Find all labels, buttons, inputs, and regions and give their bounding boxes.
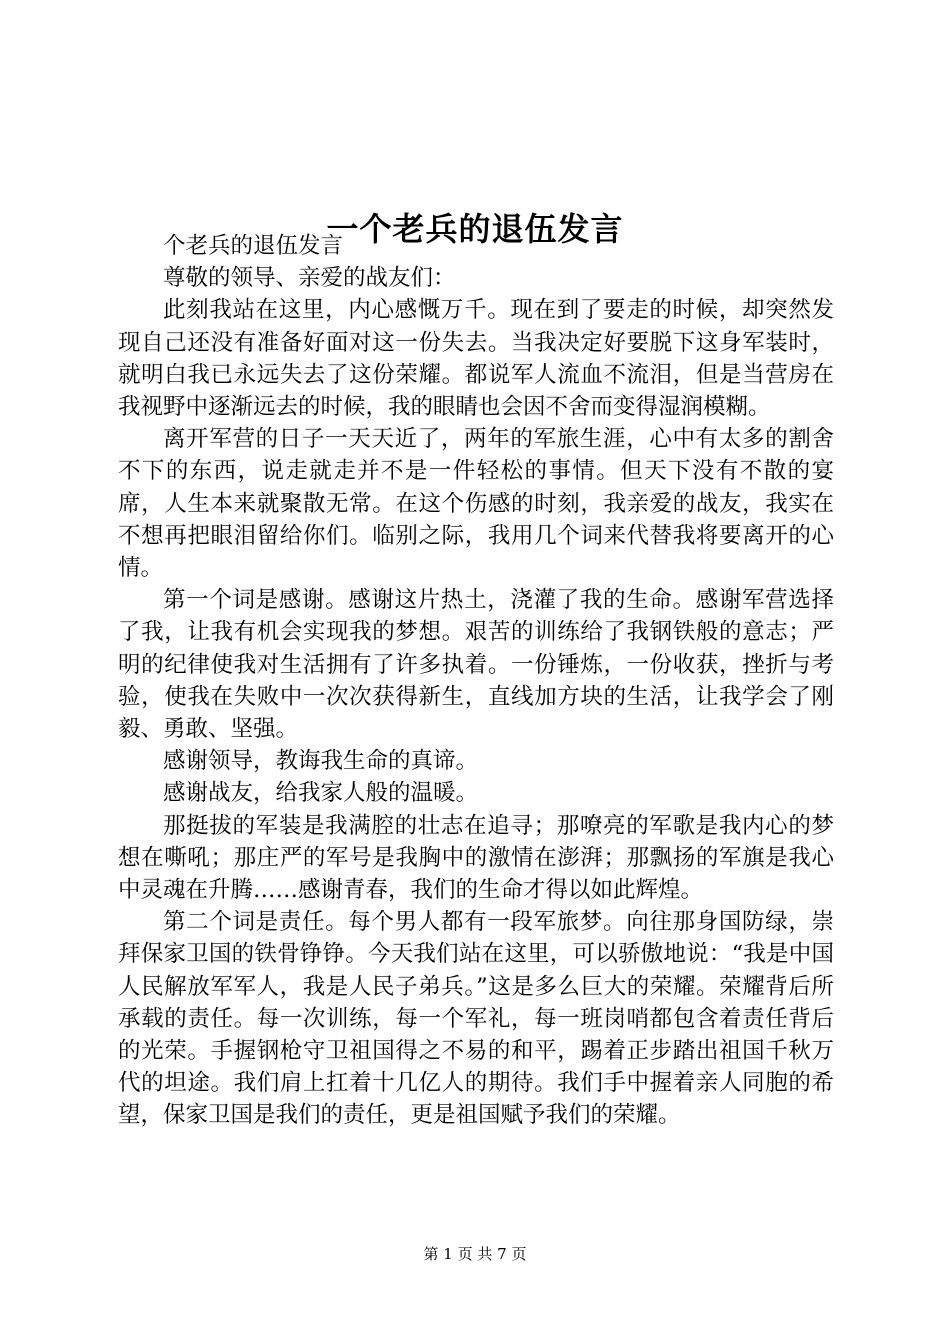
paragraph: 第二个词是责任。每个男人都有一段军旅梦。向往那身国防绿，崇拜保家卫国的铁骨铮铮。今天我们站在这里，可以骄傲地说：“我是中国人民解放军军人，我是人民子弟兵。”这是多么巨大的荣耀。荣耀背后所承载的责任。每一次训练，每一个军礼，每一班岗哨都包含着责任背后的光荣。手握钢枪守卫祖国得之不易的和平，踢着正步踏出祖国千秋万代的坦途。我们肩上扛着十几亿人的期待。我们手中握着亲人同胞的希望，保家卫国是我们的责任，更是祖国赋予我们的荣耀。 bbox=[118, 909, 834, 1129]
paragraph: 第一个词是感谢。感谢这片热土，浇灌了我的生命。感谢军营选择了我，让我有机会实现我的梦想。艰苦的训练给了我钢铁般的意志；严明的纪律使我对生活拥有了许多执着。一份锤炼，一份收获，挫折与考验，使我在失败中一次次获得新生，直线加方块的生活，让我学会了刚毅、勇敢、坚强。 bbox=[118, 587, 834, 743]
document-body bbox=[118, 230, 834, 1132]
document-title: 一个老兵的退伍发言 bbox=[326, 210, 624, 249]
paragraph: 此刻我站在这里，内心感慨万千。现在到了要走的时候，却突然发现自己还没有准备好面对这一份失去。当我决定好要脱下这身军装时，就明白我已永远失去了这份荣耀。都说军人流血不流泪，但是当营房在我视野中逐渐远去的时候，我的眼睛也会因不舍而变得湿润模糊。 bbox=[118, 297, 834, 421]
page-footer: 第 1 页 共 7 页 bbox=[423, 1245, 527, 1263]
paragraph: 感谢领导，教诲我生命的真谛。 bbox=[163, 748, 479, 775]
paragraph: 离开军营的日子一天天近了，两年的军旅生涯，心中有太多的割舍不下的东西，说走就走并不是一件轻松的事情。但天下没有不散的宴席，人生本来就聚散无常。在这个伤感的时刻，我亲爱的战友，我实在不想再把眼泪留给你们。临别之际，我用几个词来代替我将要离开的心情。 bbox=[118, 426, 834, 582]
paragraph-subtitle: 个老兵的退伍发言 bbox=[163, 233, 344, 259]
paragraph: 那挺拔的军装是我满腔的壮志在追寻；那嘹亮的军歌是我内心的梦想在嘶吼；那庄严的军号是我胸中的激情在澎湃；那飘扬的军旗是我心中灵魂在升腾……感谢青春，我们的生命才得以如此辉煌。 bbox=[118, 812, 834, 904]
paragraph-salutation: 尊敬的领导、亲爱的战友们： bbox=[163, 265, 456, 292]
paragraph: 感谢战友，给我家人般的温暖。 bbox=[163, 780, 479, 807]
